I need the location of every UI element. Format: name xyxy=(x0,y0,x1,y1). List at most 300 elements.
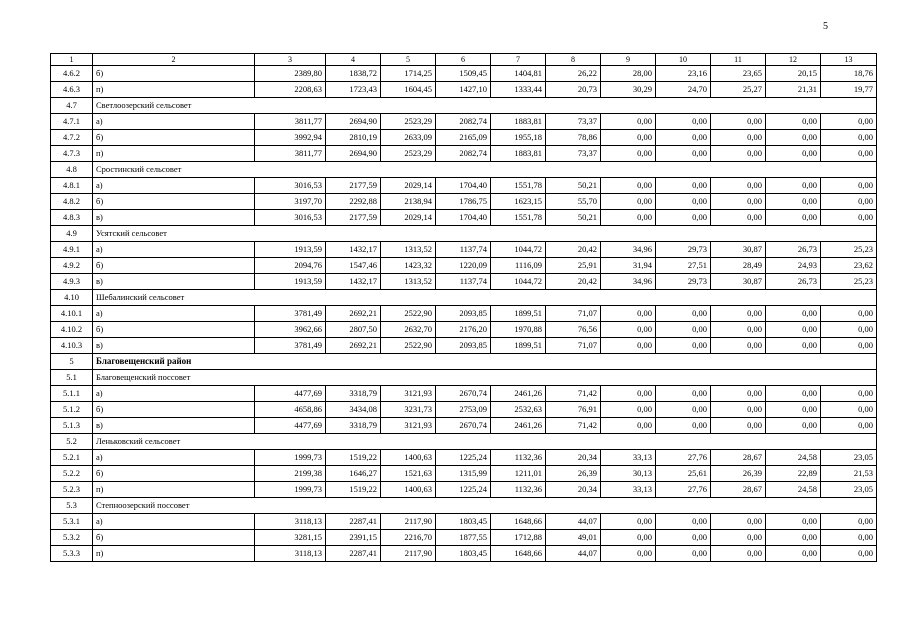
value-cell: 2287,41 xyxy=(326,546,381,562)
value-cell: 1521,63 xyxy=(381,466,436,482)
value-cell: 23,05 xyxy=(821,450,877,466)
value-cell: 27,76 xyxy=(656,450,711,466)
column-header: 6 xyxy=(436,54,491,66)
section-title: Леньковский сельсовет xyxy=(93,434,877,450)
value-cell: 0,00 xyxy=(821,178,877,194)
value-cell: 0,00 xyxy=(711,146,766,162)
value-cell: 0,00 xyxy=(601,514,656,530)
section-row xyxy=(51,434,877,450)
column-header: 13 xyxy=(821,54,877,66)
table-row xyxy=(51,66,877,82)
value-cell: 0,00 xyxy=(656,114,711,130)
value-cell: 3016,53 xyxy=(255,178,326,194)
table-row xyxy=(51,450,877,466)
row-code: 5 xyxy=(51,354,93,370)
value-cell: 23,65 xyxy=(711,66,766,82)
row-code: 4.10.2 xyxy=(51,322,93,338)
value-cell: 1509,45 xyxy=(436,66,491,82)
value-cell: 2633,09 xyxy=(381,130,436,146)
row-code: 4.7.2 xyxy=(51,130,93,146)
value-cell: 2810,19 xyxy=(326,130,381,146)
value-cell: 0,00 xyxy=(766,402,821,418)
value-cell: 0,00 xyxy=(711,514,766,530)
value-cell: 3992,94 xyxy=(255,130,326,146)
value-cell: 20,15 xyxy=(766,66,821,82)
value-cell: 0,00 xyxy=(601,338,656,354)
value-cell: 0,00 xyxy=(821,338,877,354)
value-cell: 0,00 xyxy=(601,210,656,226)
row-label: п) xyxy=(93,482,255,498)
row-code: 5.1.1 xyxy=(51,386,93,402)
row-label: а) xyxy=(93,306,255,322)
value-cell: 1137,74 xyxy=(436,242,491,258)
value-cell: 2093,85 xyxy=(436,338,491,354)
value-cell: 3118,13 xyxy=(255,546,326,562)
value-cell: 1551,78 xyxy=(491,210,546,226)
value-cell: 0,00 xyxy=(656,322,711,338)
section-title: Сростинский сельсовет xyxy=(93,162,877,178)
value-cell: 0,00 xyxy=(601,546,656,562)
value-cell: 3781,49 xyxy=(255,338,326,354)
value-cell: 1044,72 xyxy=(491,242,546,258)
value-cell: 3434,08 xyxy=(326,402,381,418)
value-cell: 3281,15 xyxy=(255,530,326,546)
value-cell: 3197,70 xyxy=(255,194,326,210)
value-cell: 2292,88 xyxy=(326,194,381,210)
row-label: б) xyxy=(93,194,255,210)
value-cell: 0,00 xyxy=(601,194,656,210)
value-cell: 2694,90 xyxy=(326,114,381,130)
value-cell: 2694,90 xyxy=(326,146,381,162)
value-cell: 1519,22 xyxy=(326,450,381,466)
value-cell: 76,91 xyxy=(546,402,601,418)
value-cell: 3318,79 xyxy=(326,386,381,402)
section-row xyxy=(51,162,877,178)
value-cell: 21,53 xyxy=(821,466,877,482)
section-title: Шебалинский сельсовет xyxy=(93,290,877,306)
value-cell: 1803,45 xyxy=(436,514,491,530)
value-cell: 1838,72 xyxy=(326,66,381,82)
value-cell: 1648,66 xyxy=(491,546,546,562)
value-cell: 34,96 xyxy=(601,242,656,258)
row-code: 4.9.1 xyxy=(51,242,93,258)
value-cell: 2523,29 xyxy=(381,146,436,162)
value-cell: 1803,45 xyxy=(436,546,491,562)
value-cell: 29,73 xyxy=(656,242,711,258)
value-cell: 28,67 xyxy=(711,450,766,466)
value-cell: 1132,36 xyxy=(491,482,546,498)
value-cell: 1333,44 xyxy=(491,82,546,98)
value-cell: 0,00 xyxy=(711,194,766,210)
value-cell: 2208,63 xyxy=(255,82,326,98)
row-code: 4.8 xyxy=(51,162,93,178)
value-cell: 2093,85 xyxy=(436,306,491,322)
table-row xyxy=(51,530,877,546)
value-cell: 18,76 xyxy=(821,66,877,82)
value-cell: 0,00 xyxy=(601,306,656,322)
tariff-table xyxy=(50,53,877,562)
value-cell: 1313,52 xyxy=(381,242,436,258)
value-cell: 23,16 xyxy=(656,66,711,82)
value-cell: 0,00 xyxy=(711,322,766,338)
value-cell: 2138,94 xyxy=(381,194,436,210)
value-cell: 0,00 xyxy=(766,418,821,434)
value-cell: 1786,75 xyxy=(436,194,491,210)
value-cell: 1899,51 xyxy=(491,338,546,354)
value-cell: 0,00 xyxy=(656,338,711,354)
value-cell: 25,27 xyxy=(711,82,766,98)
value-cell: 44,07 xyxy=(546,514,601,530)
value-cell: 0,00 xyxy=(656,178,711,194)
row-label: а) xyxy=(93,242,255,258)
table-row xyxy=(51,194,877,210)
row-label: а) xyxy=(93,450,255,466)
row-code: 5.3.2 xyxy=(51,530,93,546)
value-cell: 0,00 xyxy=(766,386,821,402)
value-cell: 2461,26 xyxy=(491,386,546,402)
value-cell: 1646,27 xyxy=(326,466,381,482)
value-cell: 0,00 xyxy=(656,146,711,162)
value-cell: 0,00 xyxy=(766,194,821,210)
value-cell: 2216,70 xyxy=(381,530,436,546)
value-cell: 0,00 xyxy=(766,338,821,354)
value-cell: 71,07 xyxy=(546,306,601,322)
value-cell: 0,00 xyxy=(821,402,877,418)
value-cell: 4477,69 xyxy=(255,418,326,434)
value-cell: 2391,15 xyxy=(326,530,381,546)
table-row xyxy=(51,130,877,146)
value-cell: 25,23 xyxy=(821,242,877,258)
table-row xyxy=(51,418,877,434)
table-row xyxy=(51,482,877,498)
value-cell: 0,00 xyxy=(656,530,711,546)
value-cell: 3781,49 xyxy=(255,306,326,322)
value-cell: 1225,24 xyxy=(436,482,491,498)
value-cell: 1211,01 xyxy=(491,466,546,482)
value-cell: 26,22 xyxy=(546,66,601,82)
value-cell: 0,00 xyxy=(601,130,656,146)
value-cell: 2670,74 xyxy=(436,386,491,402)
value-cell: 1225,24 xyxy=(436,450,491,466)
value-cell: 0,00 xyxy=(601,530,656,546)
column-header: 8 xyxy=(546,54,601,66)
value-cell: 2165,09 xyxy=(436,130,491,146)
value-cell: 1883,81 xyxy=(491,114,546,130)
value-cell: 2632,70 xyxy=(381,322,436,338)
table-row xyxy=(51,322,877,338)
value-cell: 3318,79 xyxy=(326,418,381,434)
value-cell: 26,73 xyxy=(766,242,821,258)
row-label: а) xyxy=(93,114,255,130)
value-cell: 0,00 xyxy=(711,306,766,322)
value-cell: 2029,14 xyxy=(381,210,436,226)
value-cell: 2176,20 xyxy=(436,322,491,338)
table-row xyxy=(51,210,877,226)
value-cell: 0,00 xyxy=(821,130,877,146)
value-cell: 1315,99 xyxy=(436,466,491,482)
value-cell: 50,21 xyxy=(546,178,601,194)
row-code: 4.7 xyxy=(51,98,93,114)
value-cell: 27,51 xyxy=(656,258,711,274)
value-cell: 0,00 xyxy=(656,210,711,226)
table-row xyxy=(51,242,877,258)
column-header: 5 xyxy=(381,54,436,66)
value-cell: 3231,73 xyxy=(381,402,436,418)
row-label: в) xyxy=(93,418,255,434)
value-cell: 0,00 xyxy=(821,530,877,546)
row-label: б) xyxy=(93,322,255,338)
value-cell: 24,93 xyxy=(766,258,821,274)
value-cell: 2753,09 xyxy=(436,402,491,418)
value-cell: 3811,77 xyxy=(255,114,326,130)
value-cell: 1955,18 xyxy=(491,130,546,146)
value-cell: 1999,73 xyxy=(255,482,326,498)
value-cell: 1313,52 xyxy=(381,274,436,290)
value-cell: 27,76 xyxy=(656,482,711,498)
table-row xyxy=(51,306,877,322)
value-cell: 0,00 xyxy=(711,386,766,402)
row-code: 4.9 xyxy=(51,226,93,242)
section-row xyxy=(51,226,877,242)
value-cell: 21,31 xyxy=(766,82,821,98)
value-cell: 1704,40 xyxy=(436,178,491,194)
value-cell: 1704,40 xyxy=(436,210,491,226)
table-row xyxy=(51,274,877,290)
value-cell: 0,00 xyxy=(711,338,766,354)
value-cell: 28,67 xyxy=(711,482,766,498)
header-row xyxy=(51,54,877,66)
row-code: 5.3 xyxy=(51,498,93,514)
value-cell: 1432,17 xyxy=(326,242,381,258)
value-cell: 1427,10 xyxy=(436,82,491,98)
value-cell: 1913,59 xyxy=(255,242,326,258)
value-cell: 2692,21 xyxy=(326,306,381,322)
value-cell: 0,00 xyxy=(656,546,711,562)
value-cell: 0,00 xyxy=(766,210,821,226)
value-cell: 1712,88 xyxy=(491,530,546,546)
value-cell: 0,00 xyxy=(821,322,877,338)
value-cell: 25,23 xyxy=(821,274,877,290)
value-cell: 0,00 xyxy=(821,306,877,322)
value-cell: 55,70 xyxy=(546,194,601,210)
row-label: п) xyxy=(93,146,255,162)
value-cell: 25,91 xyxy=(546,258,601,274)
row-label: б) xyxy=(93,466,255,482)
value-cell: 30,87 xyxy=(711,242,766,258)
value-cell: 78,86 xyxy=(546,130,601,146)
value-cell: 0,00 xyxy=(601,402,656,418)
section-title: Благовещенский район xyxy=(93,354,877,370)
value-cell: 0,00 xyxy=(766,114,821,130)
value-cell: 34,96 xyxy=(601,274,656,290)
value-cell: 2522,90 xyxy=(381,306,436,322)
value-cell: 0,00 xyxy=(601,386,656,402)
column-header: 4 xyxy=(326,54,381,66)
value-cell: 33,13 xyxy=(601,482,656,498)
row-code: 5.3.3 xyxy=(51,546,93,562)
section-row xyxy=(51,370,877,386)
value-cell: 4477,69 xyxy=(255,386,326,402)
table-row xyxy=(51,146,877,162)
row-code: 4.7.1 xyxy=(51,114,93,130)
value-cell: 1913,59 xyxy=(255,274,326,290)
value-cell: 1547,46 xyxy=(326,258,381,274)
value-cell: 26,39 xyxy=(711,466,766,482)
row-code: 4.10 xyxy=(51,290,93,306)
value-cell: 0,00 xyxy=(656,130,711,146)
value-cell: 2082,74 xyxy=(436,114,491,130)
value-cell: 1714,25 xyxy=(381,66,436,82)
value-cell: 0,00 xyxy=(766,130,821,146)
value-cell: 1551,78 xyxy=(491,178,546,194)
value-cell: 3121,93 xyxy=(381,418,436,434)
row-code: 4.9.3 xyxy=(51,274,93,290)
value-cell: 2807,50 xyxy=(326,322,381,338)
value-cell: 0,00 xyxy=(601,146,656,162)
column-header: 3 xyxy=(255,54,326,66)
value-cell: 3811,77 xyxy=(255,146,326,162)
value-cell: 0,00 xyxy=(821,210,877,226)
section-title: Благовещенский поссовет xyxy=(93,370,877,386)
value-cell: 0,00 xyxy=(821,546,877,562)
table-row xyxy=(51,514,877,530)
value-cell: 2692,21 xyxy=(326,338,381,354)
column-header: 10 xyxy=(656,54,711,66)
value-cell: 30,87 xyxy=(711,274,766,290)
value-cell: 1137,74 xyxy=(436,274,491,290)
value-cell: 1044,72 xyxy=(491,274,546,290)
value-cell: 2287,41 xyxy=(326,514,381,530)
value-cell: 0,00 xyxy=(711,402,766,418)
value-cell: 1400,63 xyxy=(381,450,436,466)
value-cell: 20,42 xyxy=(546,242,601,258)
value-cell: 71,42 xyxy=(546,418,601,434)
row-label: а) xyxy=(93,386,255,402)
table-row xyxy=(51,82,877,98)
column-header: 1 xyxy=(51,54,93,66)
value-cell: 4658,86 xyxy=(255,402,326,418)
value-cell: 0,00 xyxy=(766,514,821,530)
row-label: б) xyxy=(93,66,255,82)
value-cell: 0,00 xyxy=(766,178,821,194)
value-cell: 2461,26 xyxy=(491,418,546,434)
row-code: 5.2.1 xyxy=(51,450,93,466)
value-cell: 0,00 xyxy=(821,114,877,130)
value-cell: 26,39 xyxy=(546,466,601,482)
table-row xyxy=(51,466,877,482)
value-cell: 23,62 xyxy=(821,258,877,274)
value-cell: 0,00 xyxy=(766,306,821,322)
value-cell: 2029,14 xyxy=(381,178,436,194)
value-cell: 24,58 xyxy=(766,482,821,498)
value-cell: 2670,74 xyxy=(436,418,491,434)
row-code: 5.1.2 xyxy=(51,402,93,418)
row-code: 4.10.1 xyxy=(51,306,93,322)
row-label: а) xyxy=(93,178,255,194)
value-cell: 25,61 xyxy=(656,466,711,482)
row-code: 4.6.3 xyxy=(51,82,93,98)
value-cell: 20,42 xyxy=(546,274,601,290)
value-cell: 0,00 xyxy=(656,306,711,322)
value-cell: 0,00 xyxy=(821,386,877,402)
row-label: п) xyxy=(93,546,255,562)
value-cell: 0,00 xyxy=(656,514,711,530)
value-cell: 0,00 xyxy=(601,178,656,194)
row-label: б) xyxy=(93,130,255,146)
value-cell: 1970,88 xyxy=(491,322,546,338)
row-label: б) xyxy=(93,258,255,274)
value-cell: 29,73 xyxy=(656,274,711,290)
value-cell: 0,00 xyxy=(711,130,766,146)
value-cell: 1400,63 xyxy=(381,482,436,498)
row-label: в) xyxy=(93,274,255,290)
value-cell: 0,00 xyxy=(601,114,656,130)
value-cell: 1404,81 xyxy=(491,66,546,82)
column-header: 2 xyxy=(93,54,255,66)
value-cell: 0,00 xyxy=(656,194,711,210)
value-cell: 30,29 xyxy=(601,82,656,98)
column-header: 9 xyxy=(601,54,656,66)
value-cell: 22,89 xyxy=(766,466,821,482)
value-cell: 28,00 xyxy=(601,66,656,82)
value-cell: 0,00 xyxy=(711,530,766,546)
value-cell: 71,07 xyxy=(546,338,601,354)
value-cell: 44,07 xyxy=(546,546,601,562)
row-label: в) xyxy=(93,338,255,354)
row-code: 4.8.2 xyxy=(51,194,93,210)
value-cell: 1423,32 xyxy=(381,258,436,274)
value-cell: 2199,38 xyxy=(255,466,326,482)
value-cell: 0,00 xyxy=(711,418,766,434)
value-cell: 19,77 xyxy=(821,82,877,98)
value-cell: 20,34 xyxy=(546,450,601,466)
value-cell: 2532,63 xyxy=(491,402,546,418)
value-cell: 73,37 xyxy=(546,114,601,130)
section-row xyxy=(51,290,877,306)
value-cell: 0,00 xyxy=(711,178,766,194)
value-cell: 3962,66 xyxy=(255,322,326,338)
value-cell: 30,13 xyxy=(601,466,656,482)
value-cell: 24,70 xyxy=(656,82,711,98)
table-row xyxy=(51,386,877,402)
value-cell: 2082,74 xyxy=(436,146,491,162)
column-header: 11 xyxy=(711,54,766,66)
row-code: 5.2.2 xyxy=(51,466,93,482)
section-row xyxy=(51,98,877,114)
value-cell: 1877,55 xyxy=(436,530,491,546)
value-cell: 2523,29 xyxy=(381,114,436,130)
value-cell: 76,56 xyxy=(546,322,601,338)
table-row xyxy=(51,114,877,130)
value-cell: 73,37 xyxy=(546,146,601,162)
section-title: Усятский сельсовет xyxy=(93,226,877,242)
section-title: Степноозерский поссовет xyxy=(93,498,877,514)
row-label: а) xyxy=(93,514,255,530)
section-row xyxy=(51,498,877,514)
value-cell: 2117,90 xyxy=(381,546,436,562)
value-cell: 0,00 xyxy=(711,546,766,562)
row-code: 5.3.1 xyxy=(51,514,93,530)
column-header: 7 xyxy=(491,54,546,66)
value-cell: 20,34 xyxy=(546,482,601,498)
value-cell: 0,00 xyxy=(821,514,877,530)
value-cell: 1432,17 xyxy=(326,274,381,290)
district-row xyxy=(51,354,877,370)
value-cell: 0,00 xyxy=(711,210,766,226)
value-cell: 1883,81 xyxy=(491,146,546,162)
value-cell: 1899,51 xyxy=(491,306,546,322)
row-label: б) xyxy=(93,530,255,546)
